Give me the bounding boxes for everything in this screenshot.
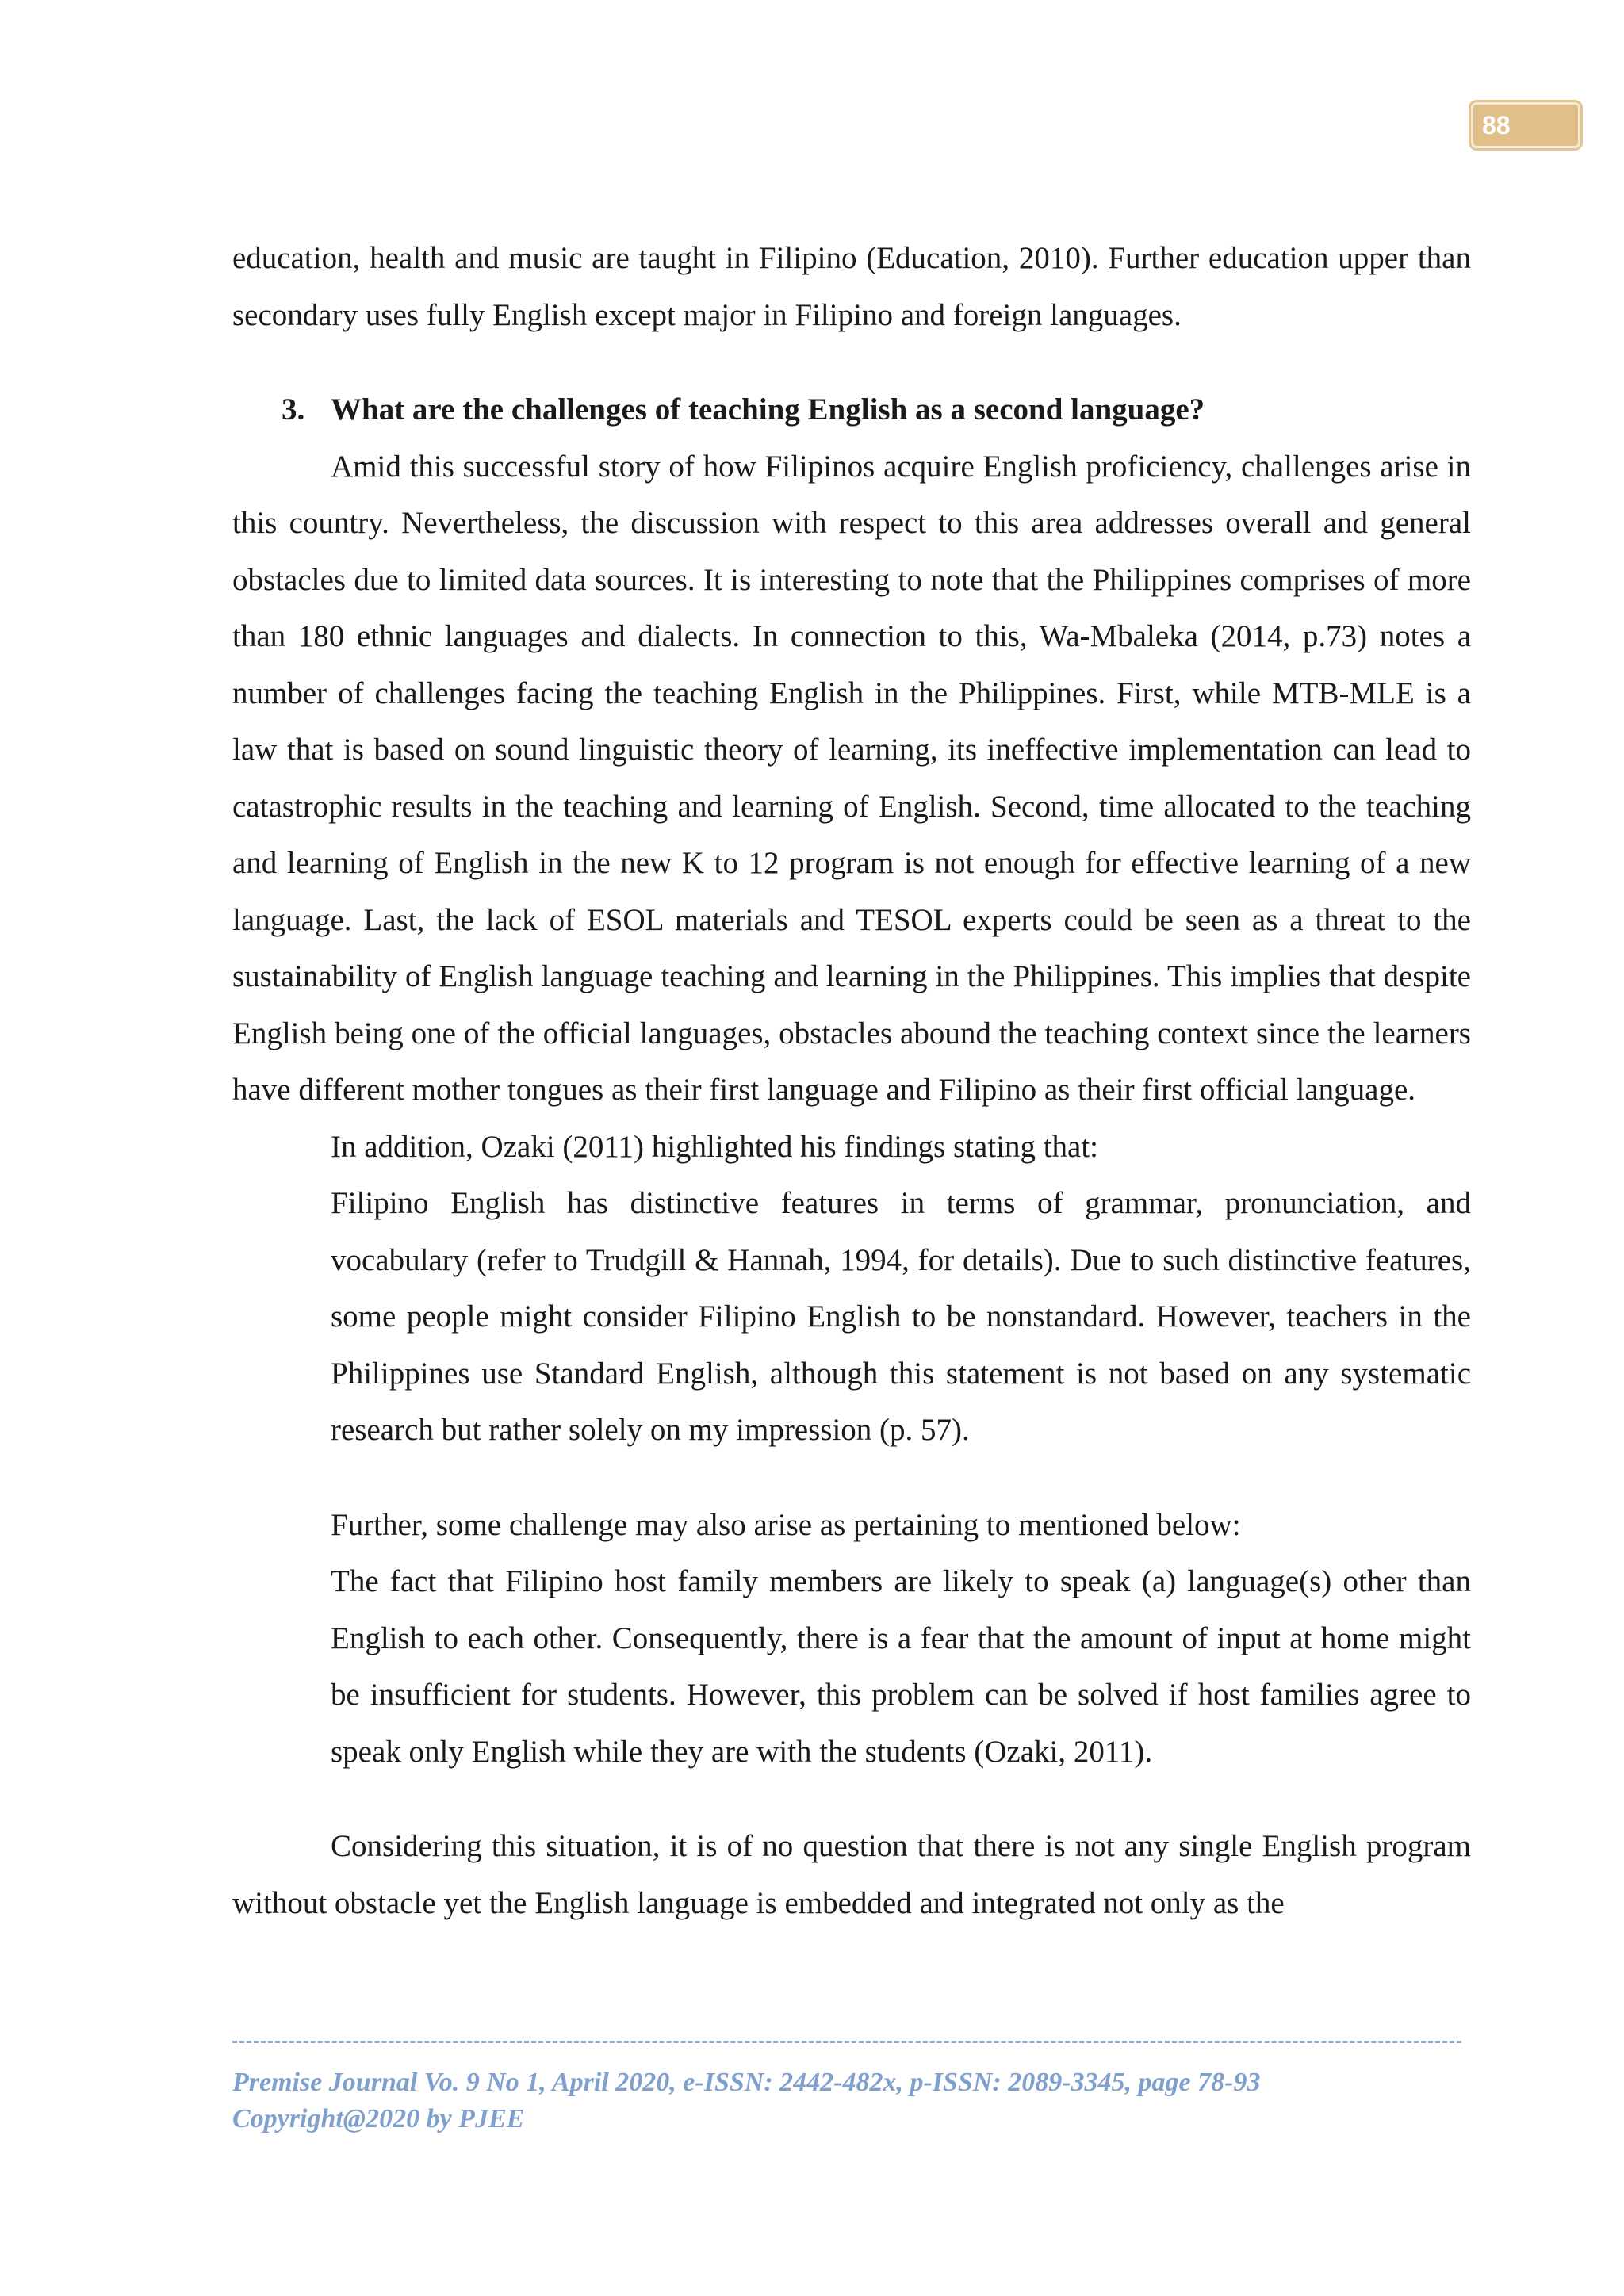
journal-footer [232,2064,1580,2137]
section-heading-number: 3. [282,392,305,427]
page-number: 88 [1482,111,1511,140]
challenges-paragraph: Amid this successful story of how Filipinos acquire English proficiency, challenges arise in this country. Nevertheless, the discussion with respect to this area addresses overall and general obstacles due to limited data sources. It is interesting to note that the Philippines comprises of more than 180 ethnic languages and dialects. In connection to this, Wa-Mbaleka (2014, p.73) notes a number of challenges facing the teaching English in the Philippines. First, while MTB-MLE is a law that is based on sound linguistic theory of learning, its ineffective implementation can lead to catastrophic results in the teaching and learning of English. Second, time allocated to the teaching and learning of English in the new K to 12 program is not enough for effective learning of a new language. Last, the lack of ESOL materials and TESOL experts could be seen as a threat to the sustainability of English language teaching and learning in the Philippines. This implies that despite English being one of the official languages, obstacles abound the teaching context since the learners have different mother tongues as their first language and Filipino as their first official language. [232,449,1471,1107]
further-challenge-paragraph: Further, some challenge may also arise as pertaining to mentioned below: [331,1507,1241,1542]
section-heading-text: What are the challenges of teaching English as a second language? [331,392,1205,427]
footer-copyright: Copyright@2020 by PJEE [232,2104,525,2133]
section-heading [232,381,1471,438]
considering-paragraph: Considering this situation, it is of no question that there is not any single English program without obstacle yet the English language is embedded and integrated not only as the [232,1829,1471,1920]
block-quote-host-family: The fact that Filipino host family members are likely to speak (a) language(s) other than English to each other. Consequently, there is a fear that the amount of input at home might be insufficient for students. However, this problem can be solved if host families agree to speak only English while they are with the students (Ozaki, 2011). [331,1564,1471,1769]
ozaki-intro-paragraph: In addition, Ozaki (2011) highlighted his findings stating that: [331,1129,1099,1164]
intro-paragraph: education, health and music are taught in Filipino (Education, 2010). Further education upper than secondary uses fully English except major in Filipino and foreign languages. [232,241,1471,332]
block-quote-ozaki: Filipino English has distinctive features in terms of grammar, pronunciation, and vocabulary (refer to Trudgill & Hannah, 1994, for details). Due to such distinctive features, some people might consider Filipino English to be nonstandard. However, teachers in the Philippines use Standard English, although this statement is not based on any systematic research but rather solely on my impression (p. 57). [331,1186,1471,1447]
page-number-badge [1469,100,1583,151]
article-body [232,230,1471,1931]
footer-divider [232,2041,1461,2043]
footer-citation: Premise Journal Vo. 9 No 1, April 2020, e-ISSN: 2442-482x, p-ISSN: 2089-3345, page 78-93 [232,2068,1261,2097]
